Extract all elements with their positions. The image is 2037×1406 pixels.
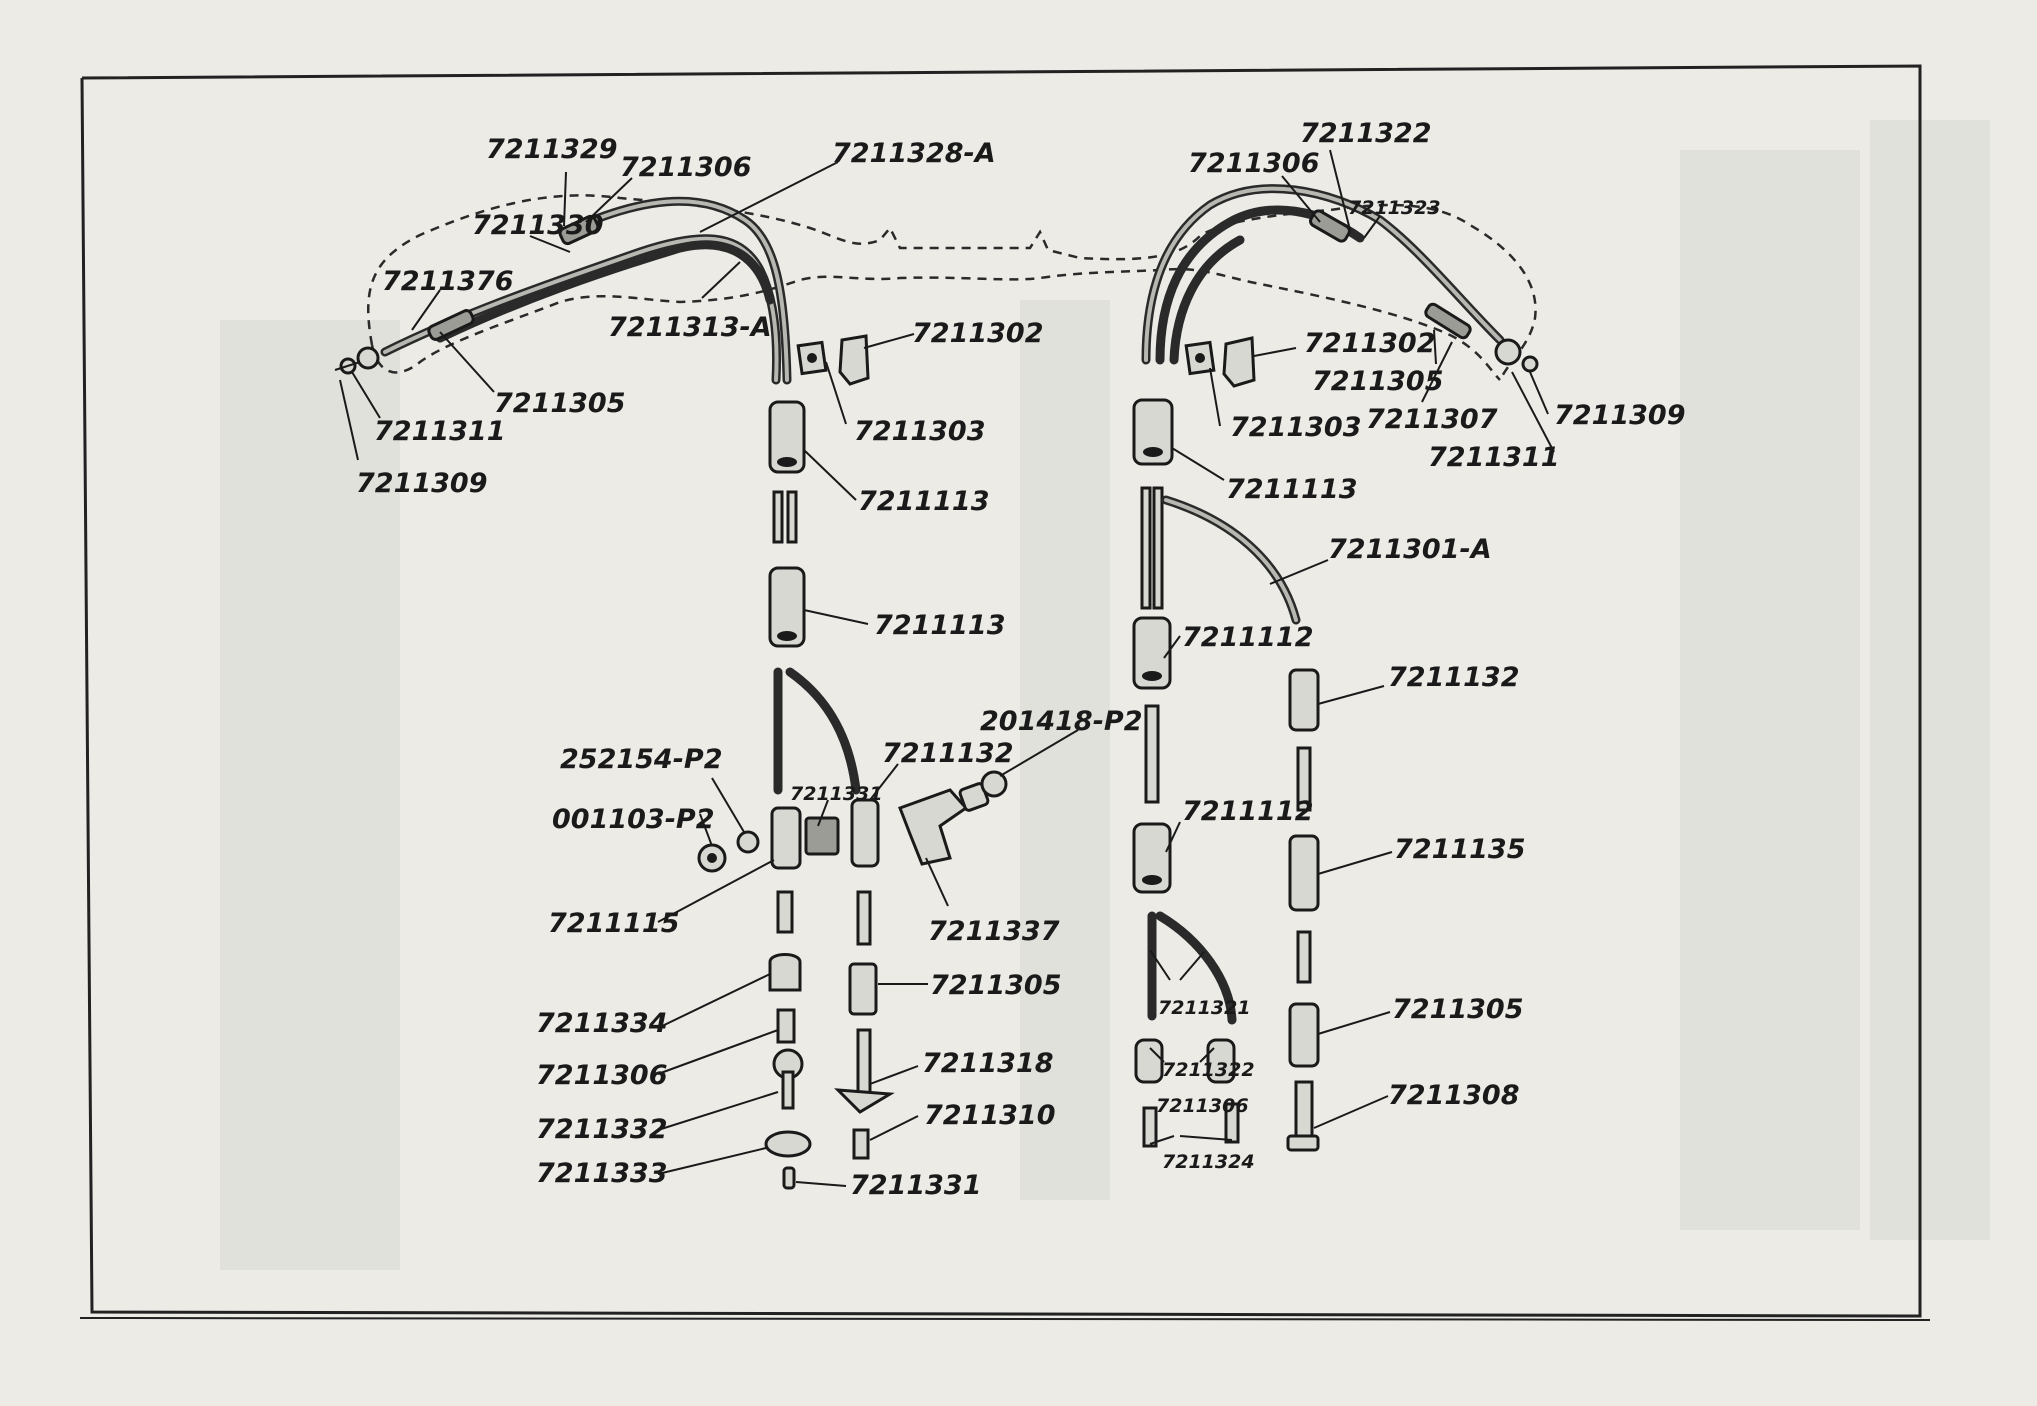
- label-7211376: 7211376: [382, 266, 514, 297]
- label-7211321: 7211321: [1158, 997, 1251, 1019]
- label-7211115: 7211115: [548, 908, 680, 939]
- label-7211310: 7211310: [924, 1100, 1056, 1131]
- label-7211322: 7211322: [1162, 1059, 1255, 1081]
- label-7211318: 7211318: [922, 1048, 1054, 1079]
- label-7211309: 7211309: [356, 468, 488, 499]
- label-7211113: 7211113: [858, 486, 990, 517]
- label-7211313-a: 7211313-A: [608, 312, 772, 343]
- label-7211113: 7211113: [874, 610, 1006, 641]
- label-7211112: 7211112: [1182, 796, 1314, 827]
- left-assembly: [335, 201, 1006, 1188]
- label-7211305: 7211305: [1392, 994, 1524, 1025]
- label-7211332: 7211332: [536, 1114, 668, 1145]
- label-7211308: 7211308: [1388, 1080, 1520, 1111]
- label-7211333: 7211333: [536, 1158, 668, 1189]
- label-7211331: 7211331: [790, 783, 883, 805]
- label-7211305: 7211305: [930, 970, 1062, 1001]
- label-7211135: 7211135: [1394, 834, 1526, 865]
- label-7211305: 7211305: [1312, 366, 1444, 397]
- label-201418-p2: 201418-P2: [980, 706, 1143, 737]
- label-7211303: 7211303: [854, 416, 986, 447]
- label-7211306: 7211306: [1156, 1095, 1249, 1117]
- label-7211330: 7211330: [472, 210, 604, 241]
- label-252154-p2: 252154-P2: [560, 744, 723, 775]
- label-7211331: 7211331: [850, 1170, 982, 1201]
- label-001103-p2: 001103-P2: [552, 804, 715, 835]
- label-7211306: 7211306: [620, 152, 752, 183]
- label-7211311: 7211311: [1428, 442, 1560, 473]
- label-7211303: 7211303: [1230, 412, 1362, 443]
- label-7211301-a: 7211301-A: [1328, 534, 1492, 565]
- label-7211302: 7211302: [1304, 328, 1436, 359]
- label-7211324: 7211324: [1162, 1151, 1255, 1173]
- label-7211112: 7211112: [1182, 622, 1314, 653]
- label-7211307: 7211307: [1366, 404, 1498, 435]
- label-7211309: 7211309: [1554, 400, 1686, 431]
- label-7211334: 7211334: [536, 1008, 668, 1039]
- right-labels: [1156, 118, 1686, 1173]
- label-7211306: 7211306: [536, 1060, 668, 1091]
- label-7211328-a: 7211328-A: [832, 138, 996, 169]
- label-7211306: 7211306: [1188, 148, 1320, 179]
- right-column-2: [1288, 670, 1318, 1150]
- label-7211323: 7211323: [1348, 197, 1441, 219]
- label-7211337: 7211337: [928, 916, 1060, 947]
- label-7211305: 7211305: [494, 388, 626, 419]
- label-7211113: 7211113: [1226, 474, 1358, 505]
- right-column-1: [1134, 400, 1296, 1146]
- right-clamp-parts: [1186, 338, 1254, 386]
- label-7211311: 7211311: [374, 416, 506, 447]
- label-7211322: 7211322: [1300, 118, 1432, 149]
- label-7211302: 7211302: [912, 318, 1044, 349]
- label-7211132: 7211132: [1388, 662, 1520, 693]
- left-clamp-parts: [798, 336, 868, 384]
- label-7211132: 7211132: [882, 738, 1014, 769]
- label-7211329: 7211329: [486, 134, 618, 165]
- left-column-2: [838, 800, 890, 1158]
